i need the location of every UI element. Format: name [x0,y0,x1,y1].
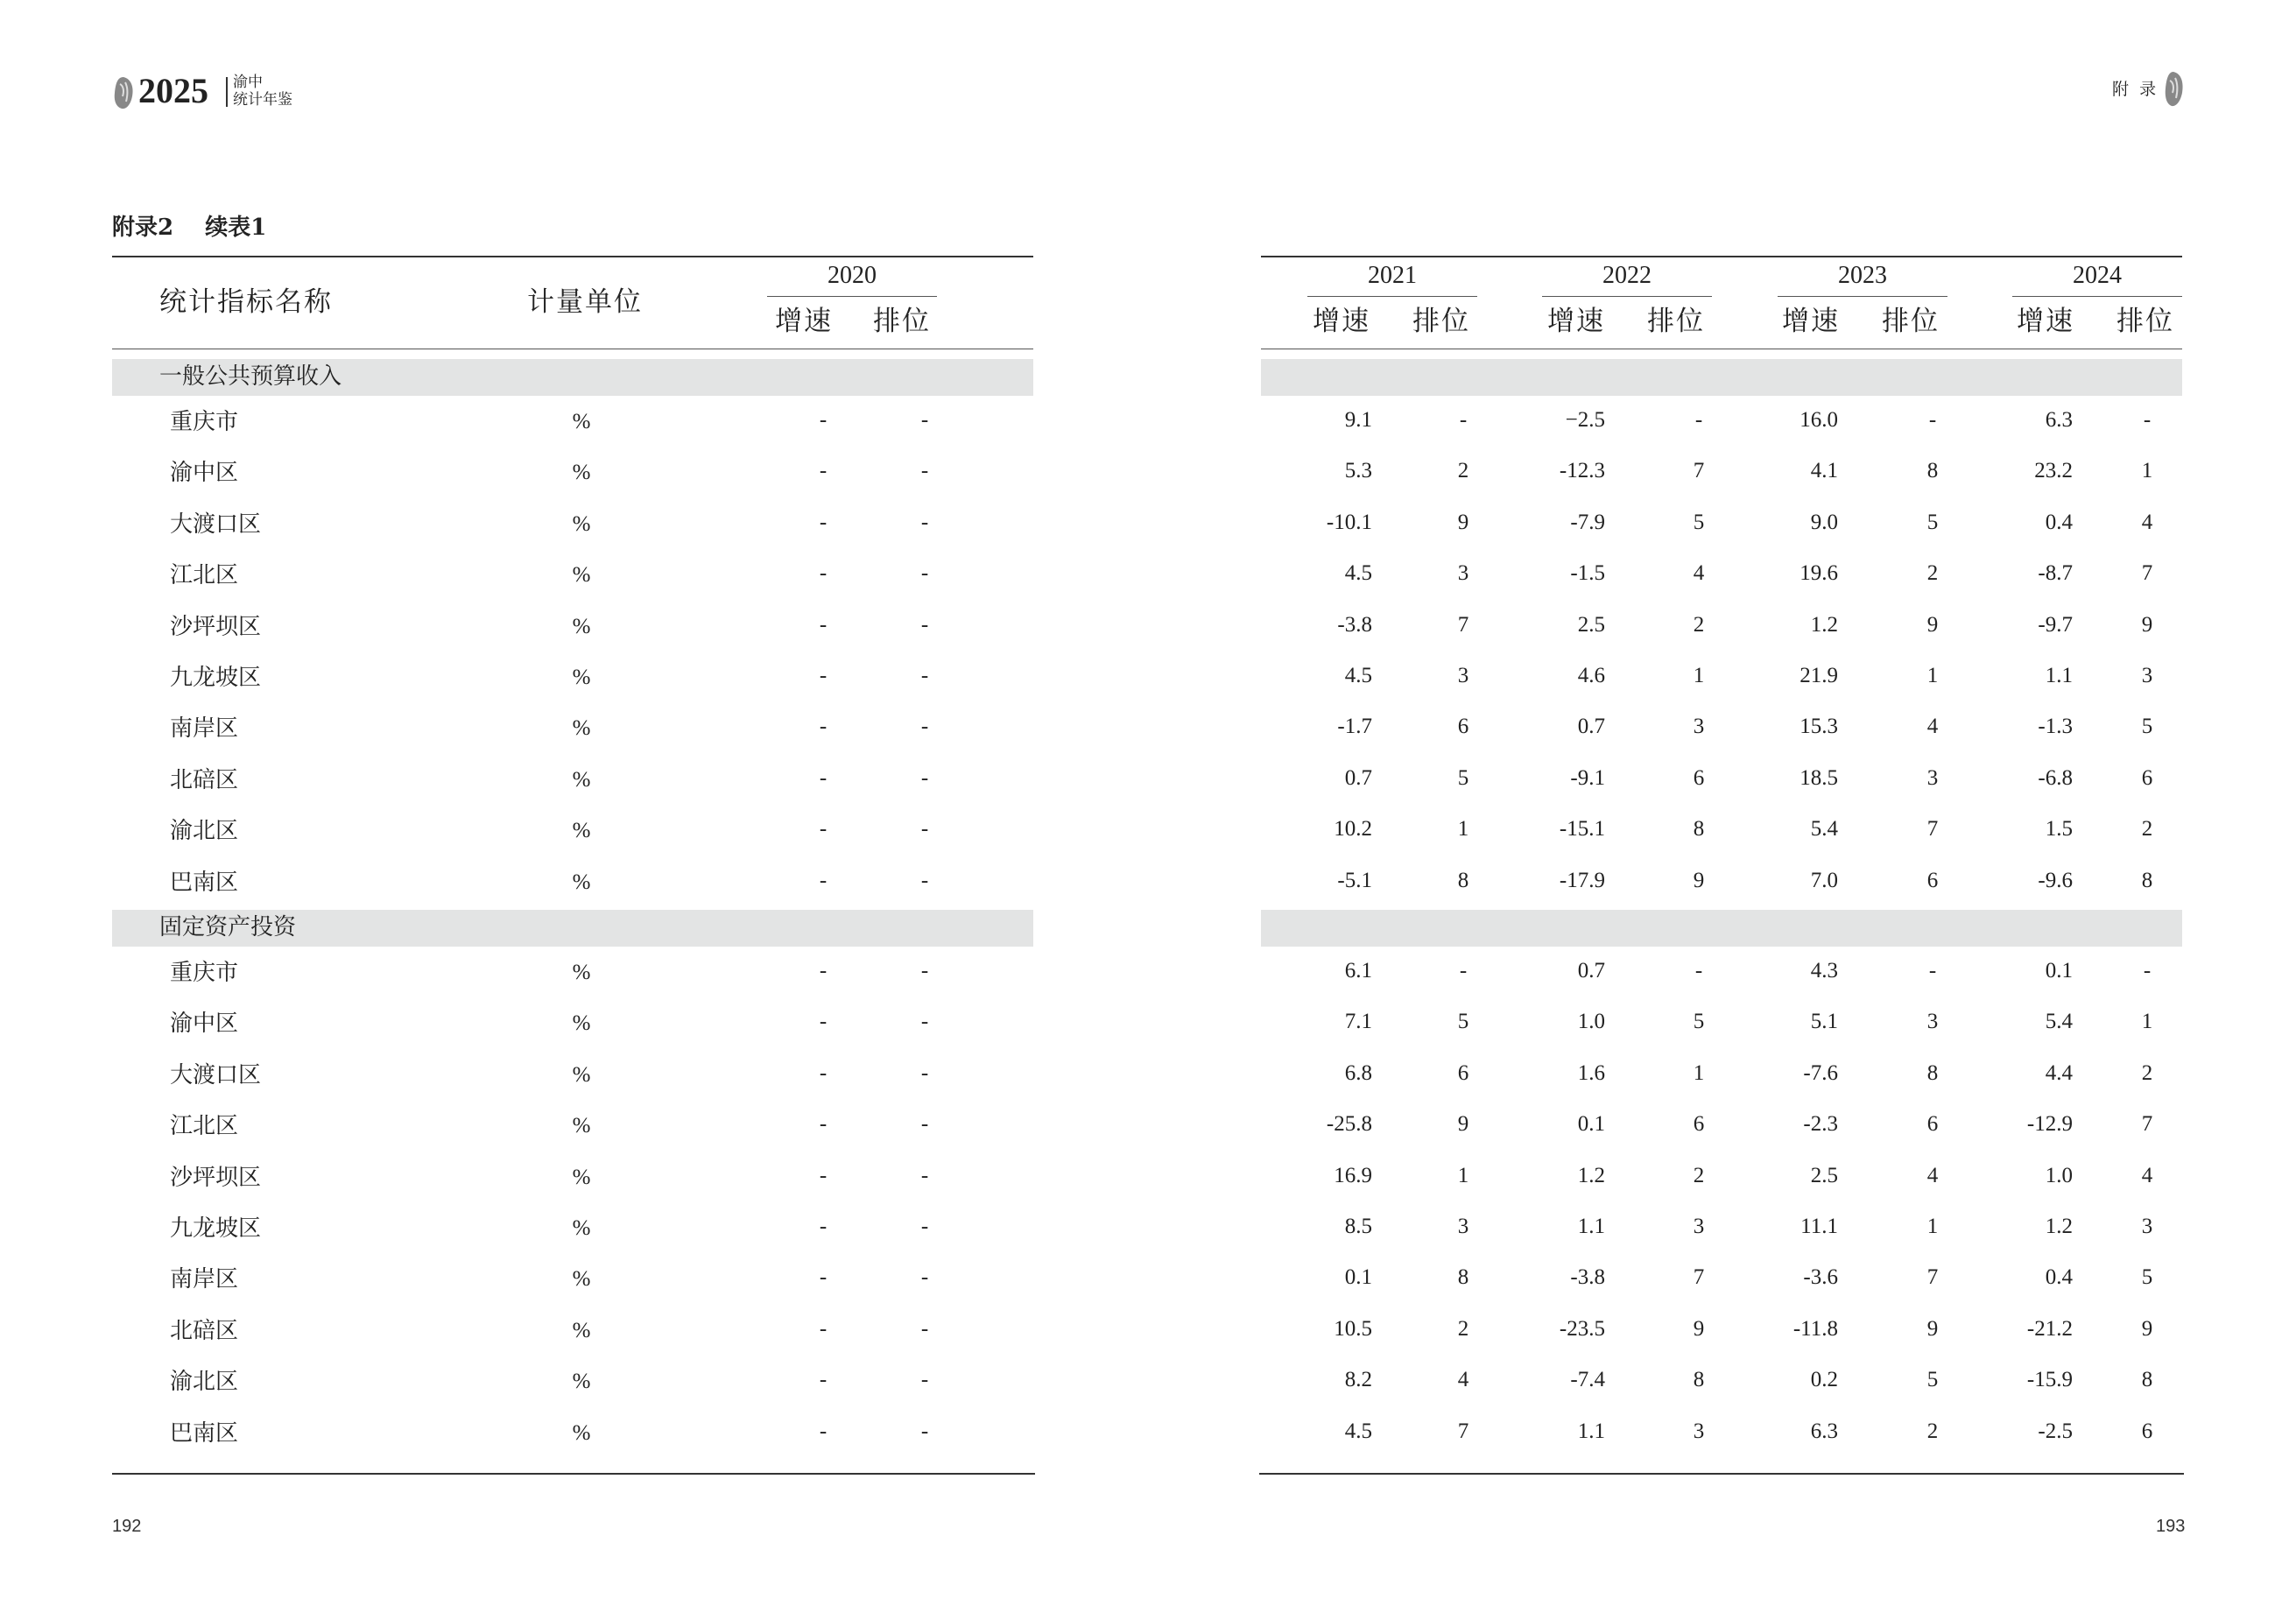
rank-cell: 6 [1926,868,1939,892]
row-unit: % [572,1011,591,1036]
growth-rate-cell: 5.4 [2045,1010,2073,1034]
table-title: 附录2 续表1 [112,215,267,241]
growth-rate-cell: -8.7 [2038,561,2073,586]
growth-rate-cell: - [819,1060,828,1085]
rank-cell: 9 [1457,510,1469,534]
row-unit: % [572,1216,591,1240]
rank-cell: 1 [1693,664,1705,687]
rank-cell: 9 [1926,1316,1939,1341]
row-unit: % [572,1420,591,1445]
section-band-right [1261,910,2182,947]
rank-cell: 9 [2141,612,2153,637]
rank-cell: 9 [1693,1316,1705,1341]
growth-rate-cell: 0.1 [1577,1112,1605,1137]
rank-cell: 3 [1693,715,1705,739]
growth-rate-cell: -1.3 [2038,715,2073,739]
rank-cell: - [1694,959,1703,983]
growth-rate-cell: -3.6 [1803,1265,1838,1290]
row-name: 大渡口区 [170,1061,262,1088]
growth-rate-cell: -9.1 [1570,765,1605,790]
row-name: 渝中区 [170,460,239,487]
rank-cell: 5 [1926,1368,1939,1392]
row-name: 渝中区 [170,1011,239,1038]
growth-rate-cell: 1.1 [1577,1419,1605,1443]
section-label: 附 录 [2112,80,2157,99]
growth-rate-cell: 0.7 [1344,765,1372,790]
growth-rate-cell: - [819,1215,828,1238]
row-unit: % [572,961,591,984]
growth-rate-cell: - [819,817,828,842]
rank-cell: 6 [2141,1419,2153,1443]
growth-rate-cell: 21.9 [1799,664,1838,687]
rank-cell: 8 [2141,868,2153,892]
rank-cell: - [920,715,929,739]
row-name: 渝北区 [170,1369,239,1396]
growth-rate-cell: 5.1 [1810,1010,1838,1034]
rank-cell: 2 [2141,817,2153,842]
growth-rate-cell: -15.9 [2026,1368,2073,1392]
section-title: 一般公共预算收入 [159,363,342,390]
growth-rate-cell: 1.2 [1577,1163,1605,1187]
year-underline [1778,296,1947,297]
rank-cell: - [920,1112,929,1137]
growth-rate-cell: -7.9 [1570,510,1605,534]
year-header-2021: 2021 [1368,262,1417,289]
rank-cell: 3 [1926,1010,1939,1034]
rank-cell: 5 [2141,715,2153,739]
growth-rate-cell: -6.8 [2038,765,2073,790]
growth-rate-cell: -1.7 [1337,715,1372,739]
growth-rate-cell: - [819,868,828,892]
growth-rate-cell: 6.3 [2045,408,2073,432]
rank-cell: - [920,1265,929,1290]
rank-cell: 2 [1457,459,1469,483]
growth-rate-cell: -15.1 [1559,817,1605,842]
growth-rate-cell: -10.1 [1326,510,1372,534]
rank-cell: 4 [2141,1163,2153,1187]
growth-rate-cell: 15.3 [1799,715,1838,739]
rank-cell: 2 [1693,1163,1705,1187]
growth-rate-cell: 4.6 [1577,664,1605,687]
rank-cell: - [920,561,929,586]
logo-line2: 统计年鉴 [233,91,292,109]
rank-cell: 9 [1457,1112,1469,1137]
rank-cell: - [920,459,929,483]
growth-rate-header: 增速 [2017,306,2074,337]
rank-cell: 2 [1457,1316,1469,1341]
growth-rate-cell: 5.4 [1810,817,1838,842]
rank-cell: - [920,510,929,534]
growth-rate-cell: - [819,510,828,534]
growth-rate-cell: -12.3 [1559,459,1605,483]
growth-rate-cell: - [819,1419,828,1443]
rank-cell: 8 [1926,459,1939,483]
rank-cell: - [920,664,929,687]
growth-rate-cell: - [819,612,828,637]
growth-rate-cell: 11.1 [1800,1215,1838,1238]
growth-rate-cell: 1.0 [1577,1010,1605,1034]
growth-rate-cell: 10.5 [1334,1316,1372,1341]
growth-rate-cell: -21.2 [2026,1316,2073,1341]
growth-rate-cell: 1.5 [2045,817,2073,842]
year-header-2022: 2022 [1602,262,1652,289]
rank-cell: - [920,959,929,983]
rank-cell: 4 [1926,1163,1939,1187]
growth-rate-cell: -7.4 [1570,1368,1605,1392]
stone-emblem-icon [112,75,135,110]
rank-cell: 6 [1457,1060,1469,1085]
rank-cell: 1 [1693,1060,1705,1085]
growth-rate-cell: 2.5 [1577,612,1605,637]
growth-rate-cell: -1.5 [1570,561,1605,586]
rank-cell: 3 [2141,664,2153,687]
rank-cell: 5 [1693,1010,1705,1034]
yearbook-logo [112,70,322,114]
row-unit: % [572,563,591,588]
rank-cell: 2 [1926,561,1939,586]
rank-cell: - [920,408,929,432]
row-unit: % [572,819,591,843]
growth-rate-cell: 4.5 [1344,561,1372,586]
row-name: 江北区 [170,1113,239,1140]
rank-cell: - [1694,408,1703,432]
row-name: 巴南区 [170,869,239,896]
growth-rate-cell: 4.5 [1344,664,1372,687]
row-name: 重庆市 [170,960,239,986]
row-name: 沙坪坝区 [170,1164,262,1191]
row-unit: % [572,410,591,433]
growth-rate-cell: 9.0 [1810,510,1838,534]
rank-cell: 7 [1457,612,1469,637]
growth-rate-cell: 0.7 [1577,959,1605,983]
growth-rate-cell: - [819,459,828,483]
row-unit: % [572,666,591,689]
growth-rate-cell: 18.5 [1799,765,1838,790]
rank-cell: 8 [1693,1368,1705,1392]
rank-cell: 9 [1693,868,1705,892]
rank-cell: - [920,1215,929,1238]
growth-rate-cell: 5.3 [1344,459,1372,483]
rank-cell: 3 [1693,1419,1705,1443]
growth-rate-cell: 8.5 [1344,1215,1372,1238]
row-name: 北碚区 [170,766,239,793]
rank-cell: - [920,1060,929,1085]
growth-rate-cell: 4.1 [1810,459,1838,483]
growth-rate-cell: 8.2 [1344,1368,1372,1392]
growth-rate-cell: -12.9 [2026,1112,2073,1137]
rank-cell: - [1459,408,1468,432]
growth-rate-cell: - [819,1010,828,1034]
rank-cell: 8 [1926,1060,1939,1085]
growth-rate-header: 增速 [775,306,833,337]
row-unit: % [572,767,591,792]
growth-rate-cell: 0.4 [2045,510,2073,534]
rank-cell: 5 [1693,510,1705,534]
page-number-right: 193 [2156,1517,2186,1536]
growth-rate-cell: -25.8 [1326,1112,1372,1137]
rank-cell: 3 [1457,664,1469,687]
row-unit: % [572,614,591,638]
growth-rate-cell: 0.7 [1577,715,1605,739]
growth-rate-cell: - [819,1265,828,1290]
growth-rate-cell: - [819,664,828,687]
growth-rate-cell: 0.1 [2045,959,2073,983]
left-top-rule [112,256,1033,257]
row-name: 巴南区 [170,1419,239,1447]
row-name: 江北区 [170,562,239,589]
rank-cell: 7 [1457,1419,1469,1443]
rank-cell: 1 [1926,664,1939,687]
rank-cell: - [2143,408,2152,432]
right-top-rule [1261,256,2182,257]
rank-cell: 2 [1693,612,1705,637]
growth-rate-cell: 6.1 [1344,959,1372,983]
rank-cell: 5 [1457,765,1469,790]
row-name: 渝北区 [170,818,239,845]
year-header-2023: 2023 [1838,262,1887,289]
rank-header: 排位 [2116,306,2174,337]
rank-cell: - [2143,959,2152,983]
rank-cell: 6 [1457,715,1469,739]
rank-cell: 1 [1457,817,1469,842]
growth-rate-cell: - [819,1316,828,1341]
rank-cell: 3 [2141,1215,2153,1238]
growth-rate-cell: - [819,1112,828,1137]
row-name: 九龙坡区 [170,665,262,691]
rank-cell: 7 [1926,1265,1939,1290]
section-title: 固定资产投资 [159,914,297,940]
year-underline [1542,296,1712,297]
growth-rate-cell: 1.6 [1577,1060,1605,1085]
rank-cell: 6 [1926,1112,1939,1137]
logo-line1: 渝中 [233,74,263,91]
rank-cell: 5 [1926,510,1939,534]
year-underline [2012,296,2182,297]
growth-rate-cell: - [819,715,828,739]
rank-cell: 7 [1693,459,1705,483]
rank-cell: - [920,817,929,842]
growth-rate-cell: - [819,408,828,432]
row-name: 南岸区 [170,1266,239,1293]
page-number-left: 192 [112,1517,142,1536]
growth-rate-cell: - [819,1163,828,1187]
row-unit: % [572,511,591,536]
row-name: 沙坪坝区 [170,613,262,640]
rank-cell: 3 [1457,1215,1469,1238]
row-unit: % [572,1114,591,1138]
growth-rate-cell: -23.5 [1559,1316,1605,1341]
growth-rate-cell: 1.1 [2045,664,2073,687]
rank-cell: 2 [2141,1060,2153,1085]
growth-rate-cell: -9.6 [2038,868,2073,892]
stone-emblem-right-icon [2163,70,2186,109]
growth-rate-cell: 1.1 [1577,1215,1605,1238]
growth-rate-cell: 6.3 [1810,1419,1838,1443]
growth-rate-cell: -17.9 [1559,868,1605,892]
rank-cell: 8 [1457,868,1469,892]
growth-rate-cell: -7.6 [1803,1060,1838,1085]
rank-cell: 8 [2141,1368,2153,1392]
rank-cell: 3 [1926,765,1939,790]
growth-rate-cell: 0.2 [1810,1368,1838,1392]
rank-cell: 3 [1457,561,1469,586]
rank-cell: 9 [2141,1316,2153,1341]
rank-cell: - [920,1010,929,1034]
rank-cell: 4 [1926,715,1939,739]
rank-cell: 2 [1926,1419,1939,1443]
growth-rate-cell: 0.4 [2045,1265,2073,1290]
rank-cell: 7 [1693,1265,1705,1290]
row-unit: % [572,1165,591,1189]
rank-cell: 4 [2141,510,2153,534]
row-name: 重庆市 [170,409,239,435]
growth-rate-header: 增速 [1547,306,1605,337]
rank-cell: 1 [2141,1010,2153,1034]
growth-rate-cell: 4.5 [1344,1419,1372,1443]
rank-cell: 7 [2141,561,2153,586]
rank-cell: 9 [1926,612,1939,637]
row-name: 南岸区 [170,715,239,743]
rank-cell: 8 [1457,1265,1469,1290]
growth-rate-cell: 1.2 [2045,1215,2073,1238]
logo-year: 2025 [138,71,208,110]
rank-cell: 6 [2141,765,2153,790]
row-unit: % [572,461,591,485]
right-bottom-rule [1259,1473,2184,1475]
left-bottom-rule [112,1473,1035,1475]
growth-rate-cell: 19.6 [1799,561,1838,586]
growth-rate-cell: -11.8 [1792,1316,1838,1341]
rank-cell: 7 [2141,1112,2153,1137]
growth-rate-cell: - [819,765,828,790]
col-unit-header: 计量单位 [527,286,643,318]
year-underline [1307,296,1477,297]
col-name-header: 统计指标名称 [159,286,333,318]
growth-rate-cell: 4.3 [1810,959,1838,983]
rank-cell: 1 [1926,1215,1939,1238]
rank-cell: - [920,765,929,790]
row-unit: % [572,1370,591,1394]
rank-header: 排位 [1647,306,1705,337]
rank-cell: - [1928,959,1937,983]
growth-rate-cell: -3.8 [1337,612,1372,637]
growth-rate-cell: 2.5 [1810,1163,1838,1187]
growth-rate-cell: 9.1 [1344,408,1372,432]
growth-rate-cell: 16.0 [1799,408,1838,432]
logo-divider [226,77,228,107]
growth-rate-cell: 7.1 [1344,1010,1372,1034]
growth-rate-cell: 1.0 [2045,1163,2073,1187]
row-unit: % [572,1267,591,1292]
growth-rate-cell: - [819,959,828,983]
rank-header: 排位 [1412,306,1470,337]
section-band-right [1261,359,2182,396]
rank-cell: 8 [1693,817,1705,842]
rank-cell: 1 [1457,1163,1469,1187]
growth-rate-cell: 10.2 [1334,817,1372,842]
row-name: 北碚区 [170,1317,239,1344]
rank-cell: 4 [1693,561,1705,586]
growth-rate-cell: -2.3 [1803,1112,1838,1137]
growth-rate-cell: 23.2 [2034,459,2073,483]
rank-cell: - [920,1368,929,1392]
growth-rate-cell: - [819,561,828,586]
growth-rate-cell: -5.1 [1337,868,1372,892]
rank-cell: 6 [1693,765,1705,790]
growth-rate-cell: 16.9 [1334,1163,1372,1187]
row-name: 大渡口区 [170,511,262,538]
rank-cell: 7 [1926,817,1939,842]
rank-cell: - [1459,959,1468,983]
growth-rate-cell: 0.1 [1344,1265,1372,1290]
row-unit: % [572,870,591,894]
growth-rate-header: 增速 [1782,306,1840,337]
rank-cell: - [920,612,929,637]
rank-header: 排位 [1882,306,1940,337]
growth-rate-header: 增速 [1313,306,1370,337]
row-unit: % [572,1318,591,1342]
year-header-2020: 2020 [828,262,877,289]
rank-cell: - [920,1316,929,1341]
rank-cell: 1 [2141,459,2153,483]
growth-rate-cell: 1.2 [1810,612,1838,637]
rank-cell: 4 [1457,1368,1469,1392]
growth-rate-cell: -2.5 [2038,1419,2073,1443]
rank-cell: 3 [1693,1215,1705,1238]
rank-cell: - [920,1419,929,1443]
growth-rate-cell: -9.7 [2038,612,2073,637]
rank-cell: - [920,1163,929,1187]
rank-cell: - [920,868,929,892]
growth-rate-cell: 4.4 [2045,1060,2073,1085]
year-underline [767,296,937,297]
row-name: 九龙坡区 [170,1215,262,1242]
growth-rate-cell: 6.8 [1344,1060,1372,1085]
row-unit: % [572,716,591,741]
growth-rate-cell: -3.8 [1570,1265,1605,1290]
rank-cell: - [1928,408,1937,432]
rank-header: 排位 [873,306,931,337]
rank-cell: 6 [1693,1112,1705,1137]
growth-rate-cell: 7.0 [1810,868,1838,892]
rank-cell: 5 [2141,1265,2153,1290]
year-header-2024: 2024 [2073,262,2122,289]
row-unit: % [572,1062,591,1087]
growth-rate-cell: −2.5 [1565,408,1605,432]
growth-rate-cell: - [819,1368,828,1392]
rank-cell: 5 [1457,1010,1469,1034]
